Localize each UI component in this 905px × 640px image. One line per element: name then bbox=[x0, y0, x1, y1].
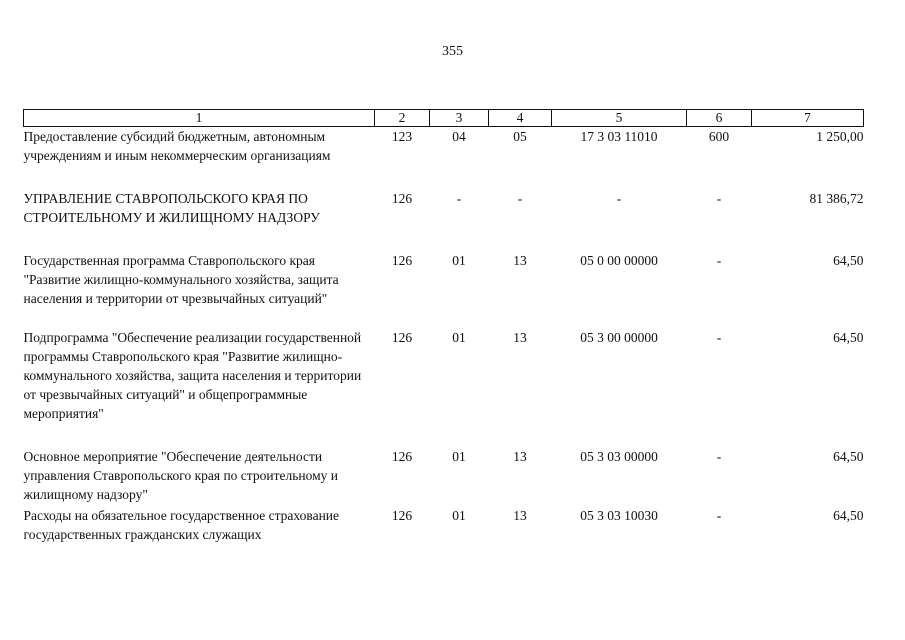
column-header: 4 bbox=[489, 110, 552, 127]
cell-section: 01 bbox=[452, 449, 466, 464]
table-row bbox=[24, 328, 864, 447]
cell-amount: 64,50 bbox=[833, 508, 864, 523]
cell-expense-type: - bbox=[716, 191, 722, 206]
cell-ministry-code: 126 bbox=[391, 330, 413, 345]
table-header-row bbox=[24, 110, 864, 127]
cell-ministry-code: 126 bbox=[391, 508, 413, 523]
cell-target-article: 05 3 03 00000 bbox=[580, 449, 658, 464]
table-row bbox=[24, 127, 864, 190]
cell-subsection: - bbox=[517, 191, 523, 206]
column-header: 7 bbox=[752, 110, 864, 127]
cell-target-article: - bbox=[616, 191, 622, 206]
cell-ministry-code: 123 bbox=[391, 129, 413, 144]
row-name: Государственная программа Ставропольского края "Развитие жилищно-коммунального хозяйства, защита населения и территории от чрезвычайных ситуаций" bbox=[23, 253, 339, 306]
cell-section: 01 bbox=[452, 508, 466, 523]
cell-ministry-code: 126 bbox=[391, 449, 413, 464]
column-header: 5 bbox=[552, 110, 687, 127]
cell-subsection: 13 bbox=[513, 508, 527, 523]
cell-ministry-code: 126 bbox=[391, 191, 413, 206]
cell-expense-type: - bbox=[716, 508, 722, 523]
table-row bbox=[24, 251, 864, 328]
cell-section: 04 bbox=[452, 129, 466, 144]
column-header: 6 bbox=[687, 110, 752, 127]
cell-amount: 81 386,72 bbox=[809, 191, 864, 206]
row-name: Расходы на обязательное государственное страхование государственных гражданских служащих bbox=[23, 508, 340, 542]
cell-expense-type: 600 bbox=[708, 129, 730, 144]
row-name: УПРАВЛЕНИЕ СТАВРОПОЛЬСКОГО КРАЯ ПО СТРОИТЕЛЬНОМУ И ЖИЛИЩНОМУ НАДЗОРУ bbox=[23, 191, 320, 225]
cell-amount: 64,50 bbox=[833, 330, 864, 345]
column-header: 3 bbox=[430, 110, 489, 127]
cell-subsection: 05 bbox=[513, 129, 527, 144]
cell-expense-type: - bbox=[716, 330, 722, 345]
cell-section: 01 bbox=[452, 253, 466, 268]
cell-amount: 64,50 bbox=[833, 253, 864, 268]
cell-expense-type: - bbox=[716, 253, 722, 268]
column-header: 2 bbox=[375, 110, 430, 127]
row-name: Основное мероприятие "Обеспечение деятельности управления Ставропольского края по строительному и жилищному надзору" bbox=[23, 449, 338, 502]
table-row bbox=[24, 447, 864, 506]
cell-amount: 64,50 bbox=[833, 449, 864, 464]
cell-section: - bbox=[456, 191, 462, 206]
column-header: 1 bbox=[24, 110, 375, 127]
table-row bbox=[24, 189, 864, 251]
cell-subsection: 13 bbox=[513, 253, 527, 268]
cell-target-article: 05 3 00 00000 bbox=[580, 330, 658, 345]
cell-expense-type: - bbox=[716, 449, 722, 464]
table-row bbox=[24, 506, 864, 566]
row-name: Подпрограмма "Обеспечение реализации государственной программы Ставропольского края "Развитие жилищно-коммунального хозяйства, защита населения и территории от чрезвычайных ситуаций" и общепрограммные мероприятия" bbox=[23, 330, 362, 421]
cell-ministry-code: 126 bbox=[391, 253, 413, 268]
cell-subsection: 13 bbox=[513, 330, 527, 345]
cell-target-article: 05 0 00 00000 bbox=[580, 253, 658, 268]
cell-section: 01 bbox=[452, 330, 466, 345]
page-number: 355 bbox=[442, 44, 463, 59]
cell-target-article: 17 3 03 11010 bbox=[580, 129, 658, 144]
budget-table bbox=[23, 109, 864, 566]
cell-subsection: 13 bbox=[513, 449, 527, 464]
row-name: Предоставление субсидий бюджетным, автономным учреждениям и иным некоммерческим организациям bbox=[23, 129, 331, 163]
cell-amount: 1 250,00 bbox=[816, 129, 864, 144]
cell-target-article: 05 3 03 10030 bbox=[580, 508, 658, 523]
